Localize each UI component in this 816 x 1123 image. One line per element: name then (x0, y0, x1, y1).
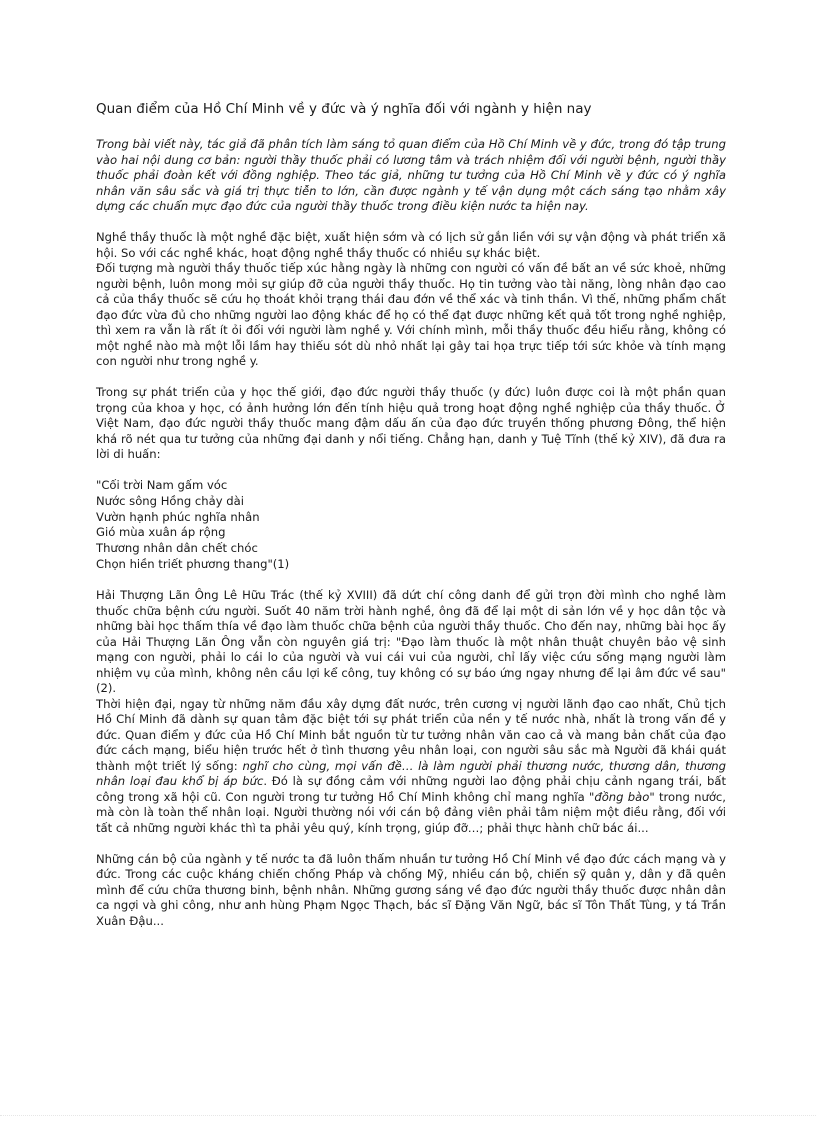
document-title: Quan điểm của Hồ Chí Minh về y đức và ý nghĩa đối với ngành y hiện nay (96, 101, 592, 117)
poem-line: Thương nhân dân chết chóc (96, 541, 258, 556)
paragraph-6: Những cán bộ của ngành y tế nước ta đã luôn thấm nhuần tư tưởng Hồ Chí Minh về đạo đức cách mạng và y đức. Trong các cuộc kháng chiến chống Pháp và chống Mỹ, nhiều cán bộ, chiến sỹ quân y, dân y đã quên mình để cứu chữa thương binh, bệnh nhân. Những gương sáng về đạo đức người thầy thuốc được nhân dân ca ngợi và ghi công, như anh hùng Phạm Ngọc Thạch, bác sĩ Đặng Văn Ngữ, bác sĩ Tôn Thất Tùng, y tá Trần Xuân Đậu... (96, 851, 726, 928)
paragraph-2: Đối tượng mà người thầy thuốc tiếp xúc hằng ngày là những con người có vấn đề bất an về sức khoẻ, những người bệnh, luôn mong mỏi sự giúp đỡ của người thầy thuốc. Họ tin tưởng vào tài năng, lòng nhân đạo cao cả của thầy thuốc sẽ cứu họ thoát khỏi trạng thái đau đớn về thể xác và tinh thần. Vì thế, những phẩm chất đạo đức vừa đủ cho những người lao động khác để họ có thể đạt được những kết quả tốt trong nghề nghiệp, thì xem ra vẫn là rất ít ỏi đối với người làm nghề y. Với chính mình, mỗi thầy thuốc đều hiểu rằng, không có một nghề nào mà một lỗi lầm hay thiếu sót dù nhỏ nhất lại gây tai họa trực tiếp tới sức khỏe và tính mạng con người như trong nghề y. (96, 261, 726, 368)
poem-line: Chọn hiền triết phương thang"(1) (96, 556, 290, 571)
page-bottom-divider (0, 1115, 816, 1117)
paragraph-5 (96, 697, 726, 837)
paragraph-5-text: " trong nước, mà còn là toàn thể nhân loại. Người thường nói với cán bộ đảng viên phải tâm niệm một điều rằng, đối với tất cả những người khác thì ta phải yêu quý, kính trọng, giúp đỡ…; phải thực hành chữ bác ái... (96, 789, 726, 835)
poem-quote (96, 478, 726, 573)
paragraph-5-text: . Đó là sự đồng cảm với những người lao động phải chịu cảnh ngang trái, bất công trong xã hội cũ. Con người trong tư tưởng Hồ Chí Minh không chỉ mang nghĩa " (96, 774, 726, 804)
document-body (96, 137, 726, 945)
poem-line: Vườn hạnh phúc nghĩa nhân (96, 509, 260, 524)
paragraph-4: Hải Thượng Lãn Ông Lê Hữu Trác (thế kỷ XVIII) đã dứt chí công danh để gửi trọn đời mình cho nghề làm thuốc chữa bệnh cứu người. Suốt 40 năm trời hành nghề, ông đã để lại một di sản lớn về y học dân tộc và những bài học thấm thía về đạo làm thuốc chữa bệnh của người thầy thuốc. Cho đến nay, những bài học ấy của Hải Thượng Lãn Ông vẫn còn nguyên giá trị: "Đạo làm thuốc là một nhân thuật chuyên bảo vệ sinh mạng con người, phải lo cái lo của người và vui cái vui của người, chỉ lấy việc cứu sống mạng người làm nhiệm vụ của mình, không nên cầu lợi kể công, tuy không có sự báo ứng ngay nhưng để lại âm đức về sau"(2). (96, 588, 726, 696)
poem-line: Nước sông Hồng chảy dài (96, 493, 244, 508)
abstract-paragraph: Trong bài viết này, tác giả đã phân tích làm sáng tỏ quan điểm của Hồ Chí Minh về y đức, trong đó tập trung vào hai nội dung cơ bản: người thầy thuốc phải có lương tâm và trách nhiệm đối với người bệnh, người thầy thuốc phải đoàn kết với đồng nghiệp. Theo tác giả, những tư tưởng của Hồ Chí Minh về y đức có ý nghĩa nhân văn sâu sắc và giá trị thực tiễn to lớn, cần được ngành y tế vận dụng một cách sáng tạo nhằm xây dựng các chuẩn mực đạo đức của người thầy thuốc trong điều kiện nước ta hiện nay. (96, 137, 726, 213)
paragraph-5-quote: nghĩ cho cùng, mọi vấn đề… là làm người phải thương nước, thương dân, thương nhân loại đau khổ bị áp bức (96, 758, 726, 789)
paragraph-1: Nghề thầy thuốc là một nghề đặc biệt, xuất hiện sớm và có lịch sử gắn liền với sự vận động và phát triển xã hội. So với các nghề khác, hoạt động nghề thầy thuốc có nhiều sự khác biệt. (96, 230, 726, 260)
poem-line: "Cối trời Nam gấm vóc (96, 478, 228, 492)
paragraph-5-text: Thời hiện đại, ngay từ những năm đầu xây dựng đất nước, trên cương vị người lãnh đạo cao nhất, Chủ tịch Hồ Chí Minh đã dành sự quan tâm đặc biệt tới sự phát triển của nền y tế nước nhà, nhất là trong vấn đề y đức. Quan điểm y đức của Hồ Chí Minh bắt nguồn từ tư tưởng nhân văn cao cả và mang bản chất của đạo đức cách mạng, biểu hiện trước hết ở tình thương yêu nhân loại, con người sâu sắc mà Người đã khái quát thành một triết lý sống: (96, 696, 726, 773)
paragraph-3: Trong sự phát triển của y học thế giới, đạo đức người thầy thuốc (y đức) luôn được coi là một phần quan trọng của khoa y học, có ảnh hưởng lớn đến tính hiệu quả trong hoạt động nghề nghiệp của thầy thuốc. Ở Việt Nam, đạo đức người thầy thuốc mang đậm dấu ấn của đạo đức truyền thống phương Đông, thể hiện khá rõ nét qua tư tưởng của những đại danh y nổi tiếng. Chẳng hạn, danh y Tuệ Tĩnh (thế kỷ XIV), đã đưa ra lời di huấn: (96, 385, 726, 461)
poem-line: Gió mùa xuân áp rộng (96, 525, 226, 540)
paragraph-5-emphasis: đồng bào (594, 789, 650, 804)
